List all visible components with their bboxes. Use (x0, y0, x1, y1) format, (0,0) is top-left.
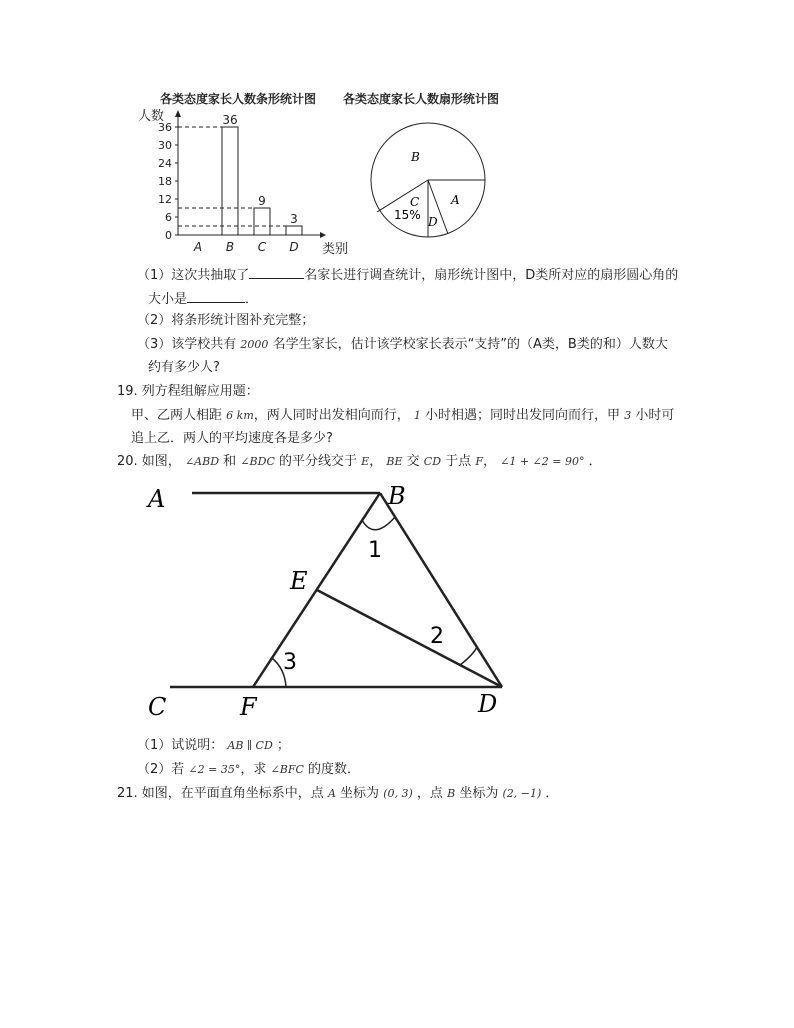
q19-hours-3: 3 (624, 409, 632, 422)
pie-label-d: D (428, 215, 438, 229)
q20-text-h: ． (588, 454, 602, 469)
bar-category-label: C (257, 240, 267, 254)
bar-b (222, 127, 238, 235)
bar-category-label: B (225, 240, 235, 254)
q18-part1-text-b: 名家长进行调查统计，扇形统计图中，D类所对应的扇形圆心角的 (304, 268, 679, 283)
bar-y-tick-label: 36 (158, 121, 172, 134)
q20-text-g: ， (482, 454, 496, 469)
bar-y-tick-label: 6 (165, 211, 172, 224)
q20-part1-parallel: AB ∥ CD (227, 739, 273, 752)
bar-xlabel: 类别 (322, 242, 349, 255)
q18-part1-line2 (148, 290, 258, 309)
q19-heading: 19. 列方程组解应用题： (117, 384, 259, 399)
q20-point-e: E (361, 455, 370, 468)
angle-label-3: 3 (283, 650, 297, 675)
q20-part2 (137, 761, 360, 779)
q18-part3-text-b: 名学生家长，估计该学校家长表示“支持”的（A类，B类的和）人数大 (272, 337, 668, 352)
segment-bf (253, 493, 380, 687)
q21-coord-a: (0, 3) (383, 787, 413, 800)
q20-angle-sum: ∠1 + ∠2 = 90° (500, 455, 585, 468)
q19-text-a: 甲、乙两人相距 (131, 408, 223, 423)
q21-point-a: A (327, 787, 336, 800)
q20-line-cd: CD (423, 455, 442, 468)
pie-label-c: C (410, 195, 420, 209)
q19-distance: 6 km (226, 409, 254, 422)
q20-angle-abd: ∠ABD (184, 455, 220, 468)
q21-line (117, 785, 558, 803)
pie-chart (366, 118, 496, 248)
bar-y-tick-label: 18 (158, 175, 172, 188)
q20-line (117, 453, 602, 471)
pie-label-b: B (411, 150, 420, 164)
q20-part1-text-a: （1）试说明： (137, 738, 224, 753)
q21-text-c: ，点 (416, 786, 443, 801)
q20-part1-text-b: ； (276, 738, 290, 753)
q20-part2-text-c: 的度数． (308, 762, 361, 777)
q18-part2: （2）将条形统计图补充完整； (137, 313, 315, 328)
bar-d (286, 226, 302, 235)
q18-part3-line1 (137, 336, 668, 354)
q20-text-e: 交 (406, 454, 420, 469)
label-f: F (240, 693, 257, 721)
q18-part1-line1 (137, 266, 678, 285)
q18-blank-angle[interactable] (187, 290, 245, 303)
segment-bd (380, 493, 502, 687)
pie-chart-title: 各类态度家长人数扇形统计图 (343, 92, 500, 106)
q19-line2: 追上乙．两人的平均速度各是多少? (131, 431, 333, 446)
bar-c (254, 208, 270, 235)
bar-x-arrow (320, 232, 326, 238)
bar-y-tick-label: 30 (158, 139, 172, 152)
q19-line1 (131, 407, 674, 425)
bar-value-label: 9 (258, 194, 266, 208)
q19-text-d: 小时可 (635, 408, 675, 423)
q18-blank-count[interactable] (249, 266, 304, 279)
q18-part3-line2: 约有多少人? (148, 360, 220, 375)
q19-hours-1: 1 (413, 409, 421, 422)
label-a: A (148, 485, 166, 513)
bar-category-label: D (289, 240, 299, 254)
q20-part2-text-b: ，求 (240, 762, 267, 777)
q20-text-f: 于点 (445, 454, 472, 469)
pie-label-a: A (451, 193, 460, 207)
q20-part2-text-a: （2）若 (137, 762, 185, 777)
q20-part1 (137, 737, 290, 755)
q20-point-f: F (475, 455, 483, 468)
angle-label-2: 2 (430, 624, 444, 649)
q18-part1-text-a: （1）这次共抽取了 (137, 268, 250, 283)
q19-text-b: ，两人同时出发相向而行， (253, 408, 410, 423)
q20-text-a: 20. 如图， (117, 454, 181, 469)
bar-chart-title: 各类态度家长人数条形统计图 (160, 92, 317, 106)
angle-1-arc (362, 517, 395, 530)
bar-value-label: 3 (290, 212, 298, 226)
label-d: D (478, 690, 498, 718)
geometry-figure (140, 477, 520, 722)
bar-y-arrow (175, 110, 181, 117)
q21-point-b: B (447, 787, 456, 800)
label-b: B (388, 482, 406, 510)
q21-text-d: 坐标为 (459, 786, 499, 801)
segment-ed (317, 590, 502, 687)
q21-text-a: 21. 如图，在平面直角坐标系中，点 (117, 786, 324, 801)
q20-text-d: ， (369, 454, 383, 469)
pie-label-c-percent: 15% (394, 208, 421, 222)
bar-category-label: A (193, 240, 203, 254)
q18-part1-text-d: ． (245, 292, 259, 307)
angle-2-arc (460, 647, 477, 665)
q20-angle-bdc: ∠BDC (240, 455, 275, 468)
q20-part2-angle-bfc: ∠BFC (270, 763, 304, 776)
q19-text-c: 小时相遇；同时出发同向而行，甲 (425, 408, 621, 423)
angle-label-1: 1 (368, 538, 382, 563)
q20-segment-be: BE (386, 455, 403, 468)
bar-y-tick-label: 0 (165, 229, 172, 242)
label-c: C (148, 693, 167, 721)
q21-text-b: 坐标为 (340, 786, 380, 801)
q21-text-e: ． (545, 786, 559, 801)
bar-chart (130, 105, 360, 255)
bar-ylabel: 人数 (138, 109, 165, 124)
q21-coord-b: (2, −1) (502, 787, 542, 800)
q20-text-b: 和 (223, 454, 237, 469)
bar-value-label: 36 (222, 113, 238, 127)
q18-part3-text-a: （3）该学校共有 (137, 337, 237, 352)
q20-text-c: 的平分线交于 (279, 454, 358, 469)
q18-part1-text-c: 大小是 (148, 292, 188, 307)
q18-part3-number: 2000 (240, 338, 269, 351)
label-e: E (290, 567, 308, 595)
bar-y-tick-label: 24 (158, 157, 172, 170)
bar-y-tick-label: 12 (158, 193, 172, 206)
q20-part2-given: ∠2 = 35° (188, 763, 241, 776)
